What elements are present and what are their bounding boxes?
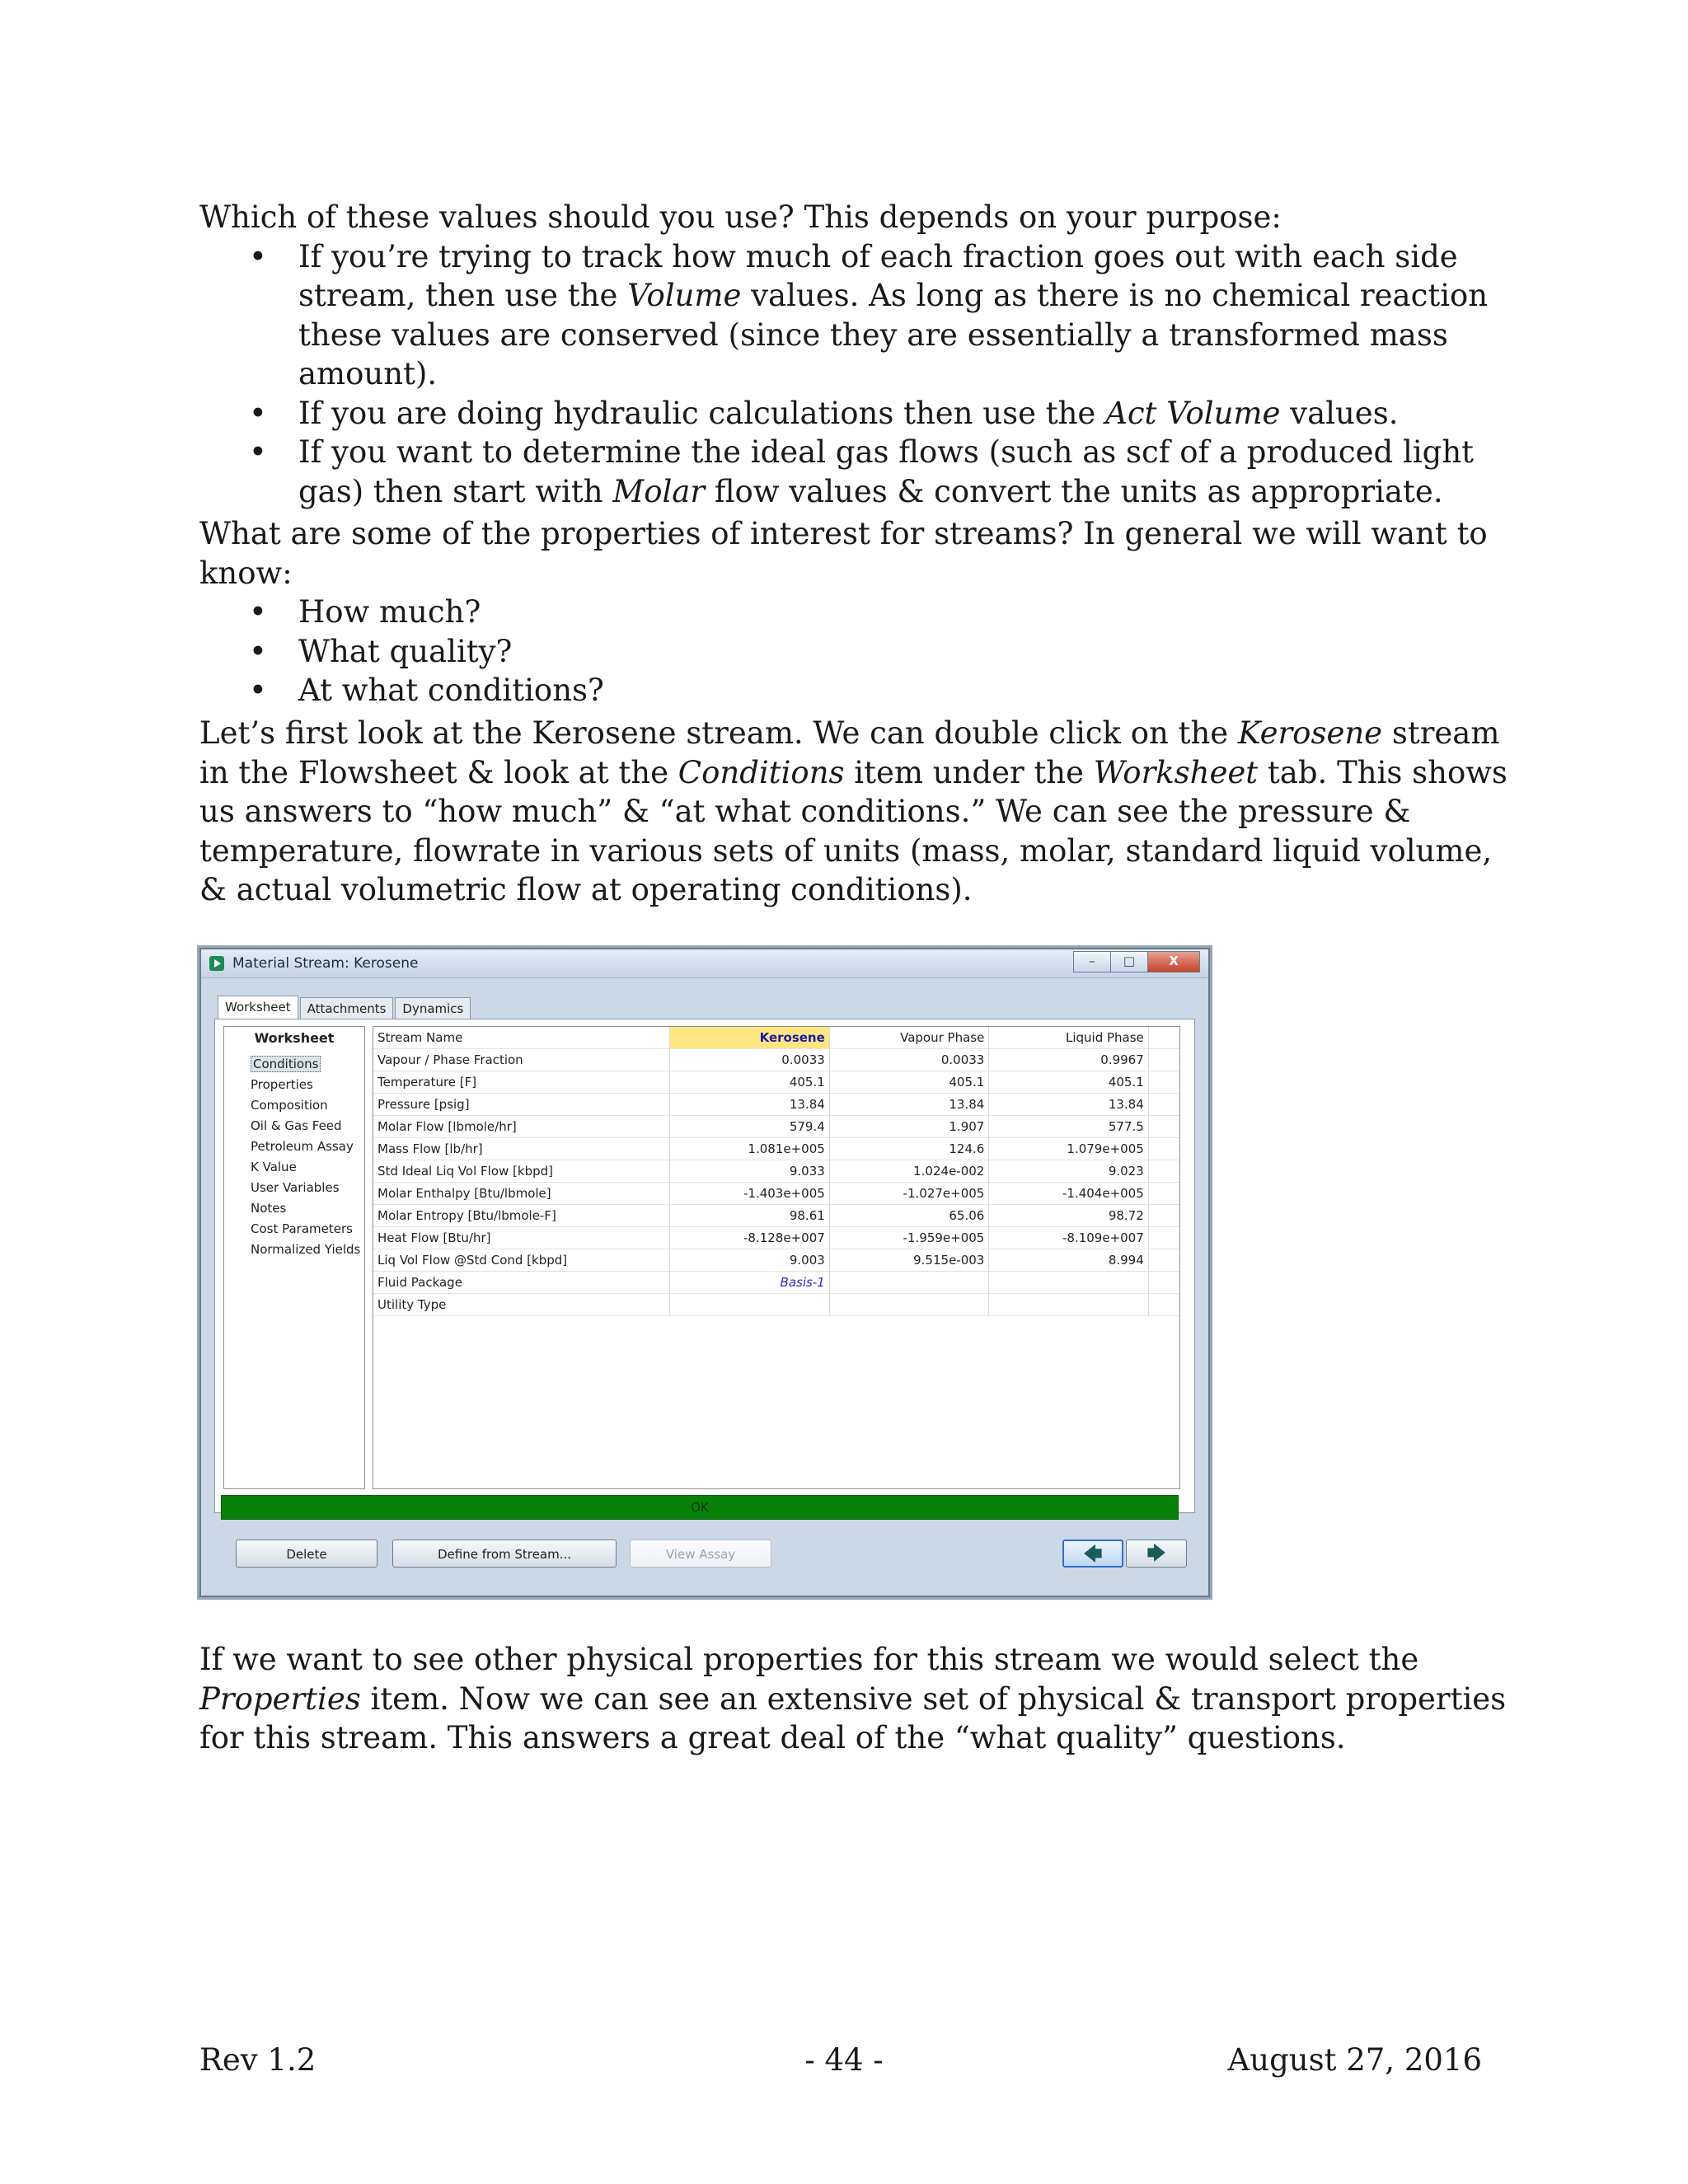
arrow-left-icon: 🡄 bbox=[1083, 1544, 1103, 1565]
purpose-section bbox=[199, 198, 1510, 511]
value-cell[interactable]: 1.079e+005 bbox=[989, 1138, 1148, 1160]
value-cell[interactable]: 9.033 bbox=[670, 1160, 829, 1183]
properties-bullets bbox=[199, 593, 1510, 710]
grid-filler bbox=[1148, 1294, 1179, 1316]
grid-filler bbox=[1148, 1116, 1179, 1138]
grid-filler bbox=[1148, 1227, 1179, 1249]
next-button[interactable] bbox=[1126, 1540, 1187, 1568]
value-cell[interactable]: 65.06 bbox=[829, 1205, 989, 1227]
bullet-volume: • If you’re trying to track how much of each fraction goes out with each side stream, then use the Volume values. As long as there is no chemical reaction these values are conserved (since they are essentially a transformed mass amount). bbox=[298, 237, 1510, 394]
app-icon bbox=[209, 956, 224, 971]
column-header: Vapour Phase bbox=[829, 1027, 989, 1049]
row-label: Temperature [F] bbox=[373, 1071, 670, 1094]
tab-dynamics[interactable]: Dynamics bbox=[395, 997, 471, 1021]
properties-intro: What are some of the properties of interest for streams? In general we will want to know: bbox=[199, 516, 1488, 591]
grid-filler bbox=[1148, 1138, 1179, 1160]
value-cell[interactable]: 9.515e-003 bbox=[829, 1249, 989, 1272]
view-assay-button: View Assay bbox=[630, 1540, 771, 1568]
table-row bbox=[373, 1183, 1179, 1205]
prev-button[interactable] bbox=[1062, 1540, 1123, 1568]
footer-revision: Rev 1.2 bbox=[199, 2042, 316, 2078]
window-title: Material Stream: Kerosene bbox=[232, 955, 419, 972]
delete-button[interactable]: Delete bbox=[236, 1540, 377, 1568]
value-cell[interactable]: 1.081e+005 bbox=[670, 1138, 829, 1160]
value-cell[interactable] bbox=[829, 1272, 989, 1294]
value-cell[interactable]: 13.84 bbox=[670, 1094, 829, 1116]
value-cell[interactable]: 124.6 bbox=[829, 1138, 989, 1160]
value-cell[interactable]: -8.109e+007 bbox=[989, 1227, 1148, 1249]
title-bar[interactable] bbox=[201, 949, 1208, 978]
row-label: Fluid Package bbox=[373, 1272, 670, 1294]
table-row bbox=[373, 1205, 1179, 1227]
conditions-table bbox=[373, 1027, 1179, 1316]
row-label: Std Ideal Liq Vol Flow [kbpd] bbox=[373, 1160, 670, 1183]
purpose-intro: Which of these values should you use? This depends on your purpose: bbox=[199, 199, 1282, 235]
table-row bbox=[373, 1249, 1179, 1272]
tab-strip bbox=[218, 997, 472, 1021]
nav-item-notes[interactable]: Notes bbox=[251, 1201, 287, 1216]
value-cell[interactable]: 98.61 bbox=[670, 1205, 829, 1227]
value-cell[interactable]: -8.128e+007 bbox=[670, 1227, 829, 1249]
purpose-bullets bbox=[199, 237, 1510, 512]
row-label: Vapour / Phase Fraction bbox=[373, 1049, 670, 1071]
value-cell[interactable]: Basis-1 bbox=[670, 1272, 829, 1294]
row-label: Molar Enthalpy [Btu/lbmole] bbox=[373, 1183, 670, 1205]
row-label: Pressure [psig] bbox=[373, 1094, 670, 1116]
table-row bbox=[373, 1138, 1179, 1160]
value-cell[interactable]: 579.4 bbox=[670, 1116, 829, 1138]
value-cell[interactable]: -1.027e+005 bbox=[829, 1183, 989, 1205]
maximize-button[interactable]: □ bbox=[1110, 951, 1148, 972]
value-cell[interactable]: 1.907 bbox=[829, 1116, 989, 1138]
properties-section bbox=[199, 514, 1510, 710]
row-label: Molar Entropy [Btu/lbmole-F] bbox=[373, 1205, 670, 1227]
grid-filler bbox=[1148, 1027, 1179, 1049]
nav-list bbox=[224, 1054, 364, 1260]
value-cell[interactable]: -1.404e+005 bbox=[989, 1183, 1148, 1205]
kerosene-section bbox=[199, 714, 1510, 910]
value-cell[interactable] bbox=[989, 1272, 1148, 1294]
value-cell[interactable]: 9.023 bbox=[989, 1160, 1148, 1183]
nav-item-normalized-yields[interactable]: Normalized Yields bbox=[251, 1242, 361, 1257]
nav-item-petroleum-assay[interactable]: Petroleum Assay bbox=[251, 1139, 354, 1154]
grid-filler bbox=[1148, 1249, 1179, 1272]
table-row bbox=[373, 1094, 1179, 1116]
value-cell[interactable]: 98.72 bbox=[989, 1205, 1148, 1227]
value-cell[interactable]: 0.0033 bbox=[829, 1049, 989, 1071]
nav-item-cost-parameters[interactable]: Cost Parameters bbox=[251, 1221, 353, 1236]
grid-filler bbox=[1148, 1071, 1179, 1094]
arrow-right-icon: 🡆 bbox=[1146, 1544, 1166, 1564]
define-from-stream-button[interactable]: Define from Stream... bbox=[392, 1540, 617, 1568]
value-cell[interactable]: 8.994 bbox=[989, 1249, 1148, 1272]
value-cell[interactable]: 9.003 bbox=[670, 1249, 829, 1272]
value-cell[interactable]: 405.1 bbox=[829, 1071, 989, 1094]
worksheet-nav bbox=[223, 1026, 365, 1489]
tab-worksheet[interactable]: Worksheet bbox=[218, 996, 298, 1021]
nav-item-composition[interactable]: Composition bbox=[251, 1098, 328, 1113]
table-row bbox=[373, 1160, 1179, 1183]
value-cell[interactable]: 13.84 bbox=[989, 1094, 1148, 1116]
table-row bbox=[373, 1272, 1179, 1294]
column-header: Stream Name bbox=[373, 1027, 670, 1049]
minimize-button[interactable]: – bbox=[1073, 951, 1111, 972]
table-row bbox=[373, 1227, 1179, 1249]
value-cell[interactable]: 0.0033 bbox=[670, 1049, 829, 1071]
worksheet-panel bbox=[214, 1019, 1195, 1513]
grid-filler bbox=[1148, 1272, 1179, 1294]
tab-attachments[interactable]: Attachments bbox=[300, 997, 394, 1021]
grid-filler bbox=[1148, 1183, 1179, 1205]
table-row bbox=[373, 1294, 1179, 1316]
kerosene-paragraph: Let’s first look at the Kerosene stream. We can double click on the Kerosene stream in the Flowsheet & look at the Conditions item under the Worksheet tab. This shows us answers to “how much” & “at what conditions.” We can see the pressure & temperature, flowrate in various sets of units (mass, molar, standard liquid volume, & actual volumetric flow at operating conditions). bbox=[199, 715, 1507, 907]
value-cell[interactable]: -1.959e+005 bbox=[829, 1227, 989, 1249]
value-cell[interactable]: 0.9967 bbox=[989, 1049, 1148, 1071]
value-cell[interactable] bbox=[989, 1294, 1148, 1316]
value-cell[interactable]: 577.5 bbox=[989, 1116, 1148, 1138]
value-cell[interactable] bbox=[829, 1294, 989, 1316]
table-row bbox=[373, 1049, 1179, 1071]
properties-followup-section bbox=[199, 1640, 1510, 1758]
nav-item-oil-gas-feed[interactable]: Oil & Gas Feed bbox=[251, 1118, 342, 1133]
value-cell[interactable]: 405.1 bbox=[989, 1071, 1148, 1094]
material-stream-window bbox=[199, 948, 1210, 1597]
value-cell[interactable]: -1.403e+005 bbox=[670, 1183, 829, 1205]
bullet-act-volume: • If you are doing hydraulic calculations then use the Act Volume values. bbox=[298, 394, 1510, 434]
value-cell[interactable]: 13.84 bbox=[829, 1094, 989, 1116]
value-cell[interactable]: 1.024e-002 bbox=[829, 1160, 989, 1183]
table-row bbox=[373, 1071, 1179, 1094]
stream-name-cell[interactable]: Kerosene bbox=[670, 1027, 829, 1049]
row-label: Heat Flow [Btu/hr] bbox=[373, 1227, 670, 1249]
nav-item-user-variables[interactable]: User Variables bbox=[251, 1180, 340, 1195]
bullet-molar: • If you want to determine the ideal gas flows (such as scf of a produced light gas) then start with Molar flow values & convert the units as appropriate. bbox=[298, 433, 1510, 511]
caption-buttons bbox=[1073, 951, 1200, 972]
nav-header: Worksheet bbox=[254, 1030, 335, 1046]
table-row bbox=[373, 1116, 1179, 1138]
bullet-what-quality: • What quality? bbox=[298, 632, 1510, 672]
conditions-grid bbox=[373, 1026, 1180, 1489]
footer-page-number: - 44 - bbox=[804, 2042, 884, 2078]
value-cell[interactable] bbox=[670, 1294, 829, 1316]
close-button[interactable]: X bbox=[1147, 951, 1200, 972]
properties-paragraph: If we want to see other physical properties for this stream we would select the Properties item. Now we can see an extensive set of physical & transport properties for this stream. This answers a great deal of the “what quality” questions. bbox=[199, 1642, 1507, 1755]
nav-item-k-value[interactable]: K Value bbox=[251, 1160, 297, 1174]
grid-filler bbox=[1148, 1049, 1179, 1071]
row-label: Mass Flow [lb/hr] bbox=[373, 1138, 670, 1160]
row-label: Liq Vol Flow @Std Cond [kbpd] bbox=[373, 1249, 670, 1272]
value-cell[interactable]: 405.1 bbox=[670, 1071, 829, 1094]
grid-filler bbox=[1148, 1094, 1179, 1116]
nav-item-properties[interactable]: Properties bbox=[251, 1077, 313, 1092]
nav-item-conditions[interactable]: Conditions bbox=[224, 1054, 364, 1075]
bullet-conditions: • At what conditions? bbox=[298, 671, 1510, 710]
grid-filler bbox=[1148, 1205, 1179, 1227]
column-header: Liquid Phase bbox=[989, 1027, 1148, 1049]
table-header-row bbox=[373, 1027, 1179, 1049]
grid-filler bbox=[1148, 1160, 1179, 1183]
row-label: Molar Flow [lbmole/hr] bbox=[373, 1116, 670, 1138]
bullet-how-much: • How much? bbox=[298, 593, 1510, 632]
status-bar: OK bbox=[221, 1495, 1179, 1520]
row-label: Utility Type bbox=[373, 1294, 670, 1316]
footer-date: August 27, 2016 bbox=[1227, 2042, 1482, 2078]
